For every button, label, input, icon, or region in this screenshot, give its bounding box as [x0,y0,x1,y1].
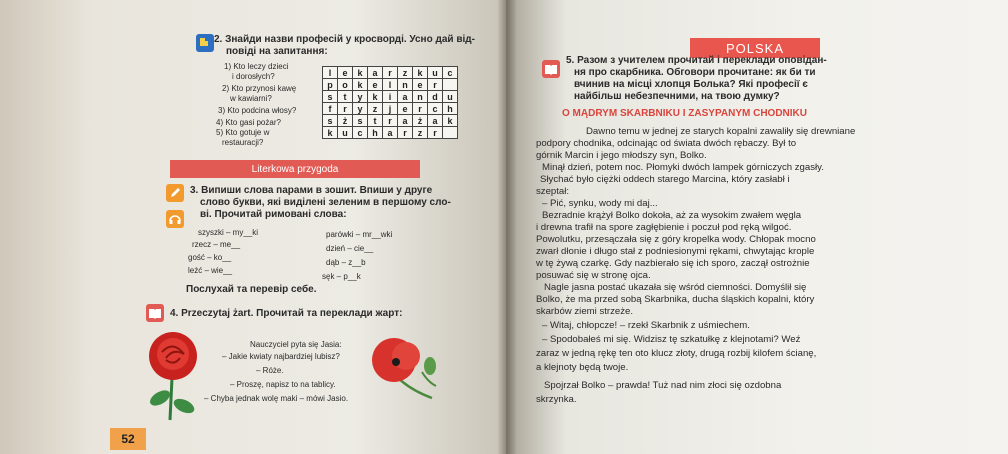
task2-title-line2: повіді на запитання: [226,46,328,57]
question-1b: i dorosłych? [232,72,275,81]
question-1: 1) Kto leczy dzieci [224,62,289,71]
crossword-cell [443,79,458,91]
story-line-2: podpory chodnika, odcinając od świata dwóch rębaczy. Był to [536,138,797,149]
story-line-1: Dawno temu w jednej ze starych kopalni zawaliły się drewniane [586,126,856,137]
section-label: POLSKA [690,38,820,58]
pair-right-4: sęk – p__k [322,272,361,281]
book-icon [146,304,164,322]
crossword-cell: e [338,67,353,79]
joke-line-1: Nauczyciel pyta się Jasia: [250,340,342,349]
story-line-7: – Pić, synku, wody mi daj... [542,198,658,209]
crossword-cell: h [368,127,383,139]
crossword-cell: k [368,91,383,103]
story-line-21: Spojrzał Bolko – prawda! Tuż nad nim złoci się ozdobna [544,380,782,391]
crossword-cell: l [323,67,338,79]
crossword-cell: r [413,103,428,115]
question-2: 2) Kto przynosi kawę [222,84,297,93]
task5-line1: 5. Разом з учителем прочитай і переклади оповідан- [566,55,827,66]
crossword-cell: y [353,91,368,103]
story-line-6: szeptał: [536,186,570,197]
crossword-cell: p [323,79,338,91]
crossword-cell: s [353,115,368,127]
crossword-cell: h [443,103,458,115]
crossword-cell: c [428,103,443,115]
crossword-cell [443,127,458,139]
crossword-cell: e [368,79,383,91]
right-page [506,0,1008,454]
joke-line-4: – Proszę, napisz to na tablicy. [230,380,336,389]
story-line-9: i drewna trafił na sporе zagłębienie i poczuł pod ręką wilgoć. [536,222,792,233]
crossword-cell: r [383,67,398,79]
joke-line-2: – Jakie kwiaty najbardziej lubisz? [222,352,340,361]
crossword-cell: l [383,79,398,91]
story-line-14: Nagle jasna postać ukazała się wśród ciemności. Domyślił się [544,282,807,293]
question-4: 4) Kto gasi pożar? [216,118,281,127]
crossword-cell: u [428,67,443,79]
crossword-cell: a [398,91,413,103]
story-title: O MĄDRYM SKARBNIKU I ZASYPANYM CHODNIKU [562,108,807,119]
crossword-cell: t [338,91,353,103]
crossword-cell: s [323,91,338,103]
story-line-13: posuwać się w stronę ojca. [536,270,651,281]
story-line-5: Słychać było ciężki oddech starego Marcina, który zasłabł i [540,174,790,185]
crossword-cell: z [413,127,428,139]
headphones-icon [166,210,184,228]
crossword-cell: c [443,67,458,79]
listen-check: Послухай та перевір себе. [186,284,317,295]
crossword-cell: r [338,103,353,115]
crossword-cell: z [398,67,413,79]
joke-line-3: – Róże. [256,366,284,375]
puzzle-icon [196,34,214,52]
task2-title: 2. Знайди назви професій у кросворді. Усно дай від- [214,34,475,45]
crossword-cell: k [353,79,368,91]
question-5b: restauracji? [222,138,264,147]
pair-right-1: parówki – mr__wki [326,230,393,239]
crossword-cell: r [398,127,413,139]
question-3: 3) Kto podcina włosy? [218,106,297,115]
crossword-cell: ż [338,115,353,127]
crossword-cell: k [413,67,428,79]
story-line-16: skarbów ziemi strzeże. [536,306,634,317]
story-line-8: Bezradnie krążył Bolko dokoła, aż za wysokim zwałem węgla [542,210,802,221]
question-5: 5) Kto gotuje w [216,128,270,137]
story-line-18: – Spodobałeś mi się. Widzisz tę szkatułkę z klejnotami? Weź [542,334,801,345]
story-line-17: – Witaj, chłopcze! – rzekł Skarbnik z uśmiechem. [542,320,750,331]
crossword-cell: r [428,127,443,139]
crossword-cell: f [323,103,338,115]
book-icon-right [542,60,560,78]
story-line-3: górnik Marcin i jego młodszy syn, Bolko. [536,150,707,161]
crossword-cell: j [383,103,398,115]
pencil-icon [166,184,184,202]
story-line-20: a klejnoty będą twoje. [536,362,629,373]
story-line-15: Bolko, że ma przed sobą Skarbnika, ducha śląskich kopalni, który [536,294,815,305]
story-line-11: zwarł dłonie i długo stał z podniesionymi rękami, chwytając krople [536,246,815,257]
crossword-cell: k [443,115,458,127]
crossword-cell: e [398,103,413,115]
crossword-cell: s [323,115,338,127]
poppy-illustration [366,336,446,406]
pair-right-3: dąb – z__b [326,258,366,267]
crossword-cell: r [383,115,398,127]
crossword-cell: e [413,79,428,91]
crossword-grid [322,66,458,139]
question-2b: w kawiarni? [230,94,272,103]
rose-illustration [138,326,208,422]
crossword-cell: a [383,127,398,139]
task4-title: 4. Przeczytaj żart. Прочитай та переклади жарт: [170,308,403,319]
crossword-cell: n [398,79,413,91]
crossword-cell: a [428,115,443,127]
task5-line4: найбільш небезпечними, на твою думку? [574,91,780,102]
crossword-cell: u [338,127,353,139]
task3-line2: слово букви, які виділені зеленим в першому сло- [200,197,451,208]
crossword-cell: y [353,103,368,115]
crossword-cell: a [398,115,413,127]
crossword-cell: u [443,91,458,103]
story-line-19: zaraz w jedną rękę ten oto klucz złoty, drugą rozbij kilofem ścianę, [536,348,817,359]
joke-line-5: – Chyba jednak wolę maki – mówi Jasio. [204,394,349,403]
book-gutter [497,0,517,454]
task5-line2: ня про скарбника. Обговори прочитане: як би ти [574,67,816,78]
crossword-cell: o [338,79,353,91]
crossword-cell: i [383,91,398,103]
pair-left-2: rzecz – me__ [192,240,241,249]
crossword-cell: k [323,127,338,139]
crossword-cell: t [368,115,383,127]
crossword-cell: r [428,79,443,91]
crossword-cell: z [368,103,383,115]
story-line-12: w tę żywą czarkę. Gdy nazbierało się ich sporo, zaczął ostrożnie [536,258,810,269]
task5-line3: вчинив на місці хлопця Болька? Які професії є [574,79,808,90]
story-line-22: skrzynka. [536,394,577,405]
section-banner: Literkowa przygoda [170,160,420,178]
pair-right-2: dzień – cie__ [326,244,374,253]
crossword-cell: c [353,127,368,139]
pair-left-4: leżć – wie__ [188,266,233,275]
pair-left-3: gość – ko__ [188,253,232,262]
crossword-cell: d [428,91,443,103]
task3-line1: 3. Випиши слова парами в зошит. Впиши у друге [190,185,433,196]
pair-left-1: szyszki – my__ki [198,228,259,237]
crossword-cell: ż [413,115,428,127]
story-line-4: Minął dzień, potem noc. Płomyki dwóch lampek górniczych zgasły. [542,162,824,173]
story-line-10: Powolutku, przesączała się z góry kropelka wody. Chłopak mocno [536,234,816,245]
crossword-cell: a [368,67,383,79]
task3-line3: ві. Прочитай римовані слова: [200,209,347,220]
page-number: 52 [110,428,146,450]
crossword-cell: n [413,91,428,103]
crossword-cell: k [353,67,368,79]
